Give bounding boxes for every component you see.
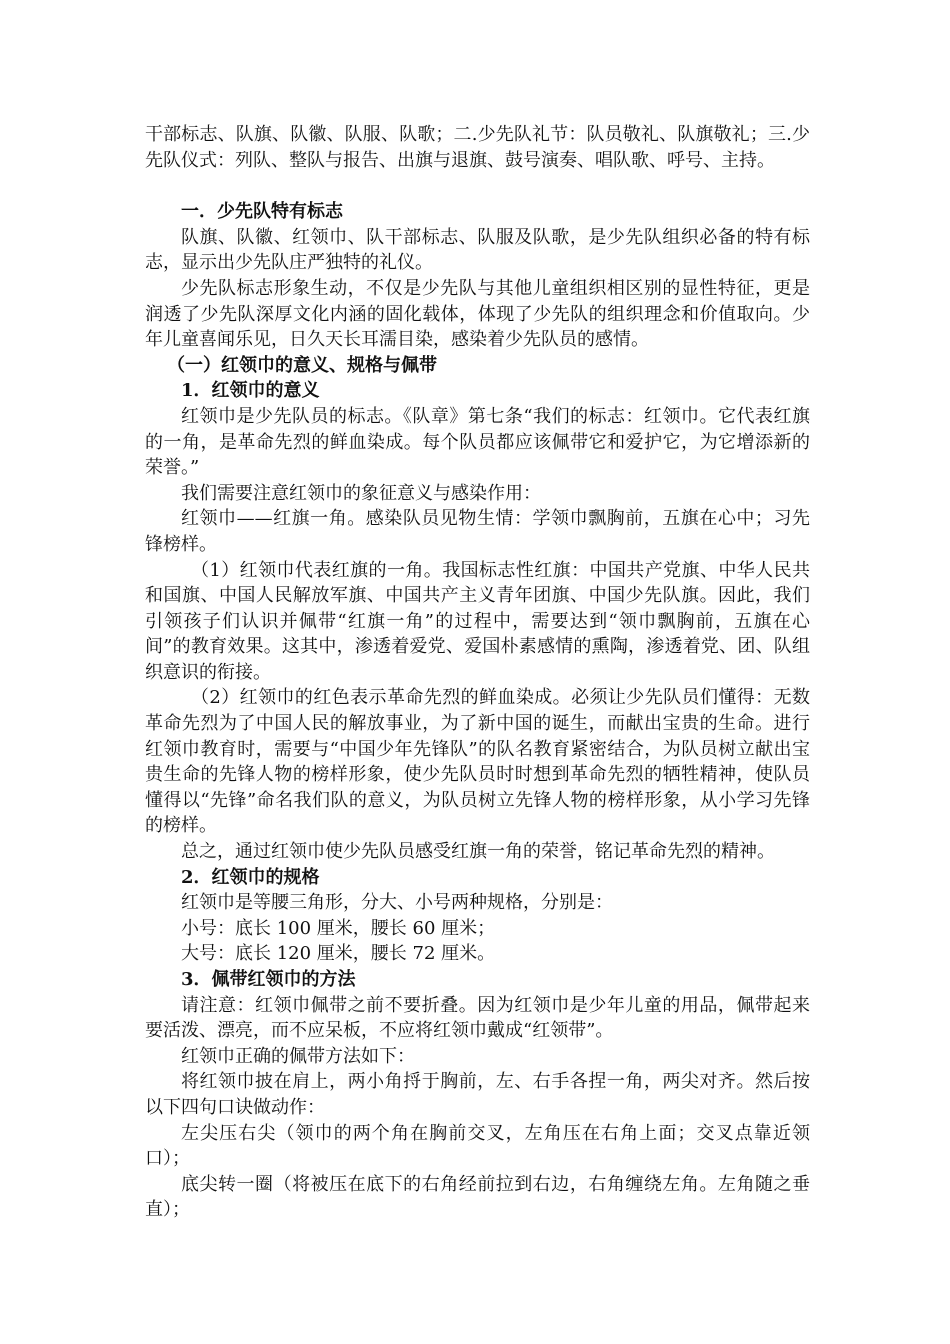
- heading-item-2: 2．红领巾的规格: [181, 866, 320, 888]
- paragraph: 红领巾正确的佩带方法如下：: [181, 1045, 415, 1067]
- paragraph-summary: 总之，通过红领巾使少先队员感受红旗一角的荣誉，铭记革命先烈的精神。: [181, 841, 775, 863]
- heading-item-1: 1．红领巾的意义: [181, 380, 320, 402]
- heading-item-3: 3．佩带红领巾的方法: [181, 969, 356, 990]
- paragraph: 红领巾是少先队员的标志。《队章》第七条“我们的标志：红领巾。它代表红旗的一角，是革命先烈的鲜血染成。每个队员都应该佩带它和爱护它，为它增添新的荣誉。”: [145, 405, 810, 479]
- paragraph-numbered-2: （2）红领巾的红色表示革命先烈的鲜血染成。必须让少先队员们懂得：无数革命先烈为了中国人民的解放事业，为了新中国的诞生，而献出宝贵的生命。进行红领巾教育时，需要与“中国少年先锋队”的队名教育紧密结合，为队员树立献出宝贵生命的先锋人物的榜样形象，使少先队员时时想到革命先烈的牺牲精神，使队员懂得以“先锋”命名我们队的意义，为队员树立先锋人物的榜样形象，从小学习先锋的榜样。: [145, 687, 810, 837]
- paragraph: 我们需要注意红领巾的象征意义与感染作用：: [181, 482, 541, 504]
- document-page: [145, 122, 810, 1223]
- paragraph-step-2: 底尖转一圈（将被压在底下的右角经前拉到右边，右角缠绕左角。左角随之垂直）；: [145, 1173, 810, 1221]
- paragraph: 红领巾是等腰三角形，分大、小号两种规格，分别是：: [181, 892, 613, 914]
- paragraph: 队旗、队徽、红领巾、队干部标志、队服及队歌，是少先队组织必备的特有标志，显示出少先队庄严独特的礼仪。: [145, 226, 810, 274]
- paragraph-size-large: 大号：底长 120 厘米，腰长 72 厘米。: [181, 943, 496, 965]
- heading-subsection-1: （一）红领巾的意义、规格与佩带: [167, 354, 437, 376]
- paragraph: 少先队标志形象生动，不仅是少先队与其他儿童组织相区别的显性特征，更是润透了少先队深厚文化内涵的固化载体，体现了少先队的组织理念和价值取向。少年儿童喜闻乐见，日久天长耳濡目染，感染着少先队员的感情。: [145, 277, 810, 351]
- paragraph: 请注意：红领巾佩带之前不要折叠。因为红领巾是少年儿童的用品，佩带起来要活泼、漂亮，而不应呆板，不应将红领巾戴成“红领带”。: [145, 994, 810, 1042]
- paragraph-numbered-1: （1）红领巾代表红旗的一角。我国标志性红旗：中国共产党旗、中华人民共和国旗、中国人民解放军旗、中国共产主义青年团旗、中国少先队旗。因此，我们引领孩子们认识并佩带“红旗一角”的过程中，需要达到“领巾飘胸前，五旗在心间”的教育效果。这其中，渗透着爱党、爱国朴素感情的熏陶，渗透着党、团、队组织意识的衔接。: [145, 559, 810, 683]
- paragraph: 红领巾——红旗一角。感染队员见物生情：学领巾飘胸前，五旗在心中；习先锋榜样。: [145, 508, 810, 555]
- paragraph-size-small: 小号：底长 100 厘米，腰长 60 厘米；: [181, 917, 496, 939]
- paragraph: 将红领巾披在肩上，两小角捋于胸前，左、右手各捏一角，两尖对齐。然后按以下四句口诀做动作：: [145, 1071, 810, 1118]
- heading-section-1: 一．少先队特有标志: [181, 201, 343, 223]
- paragraph-step-1: 左尖压右尖（领巾的两个角在胸前交叉，左角压在右角上面；交叉点靠近领口）；: [145, 1122, 810, 1170]
- paragraph-intro-list: 干部标志、队旗、队徽、队服、队歌；二.少先队礼节：队员敬礼、队旗敬礼；三.少先队仪式：列队、整队与报告、出旗与退旗、鼓号演奏、唱队歌、呼号、主持。: [145, 124, 810, 171]
